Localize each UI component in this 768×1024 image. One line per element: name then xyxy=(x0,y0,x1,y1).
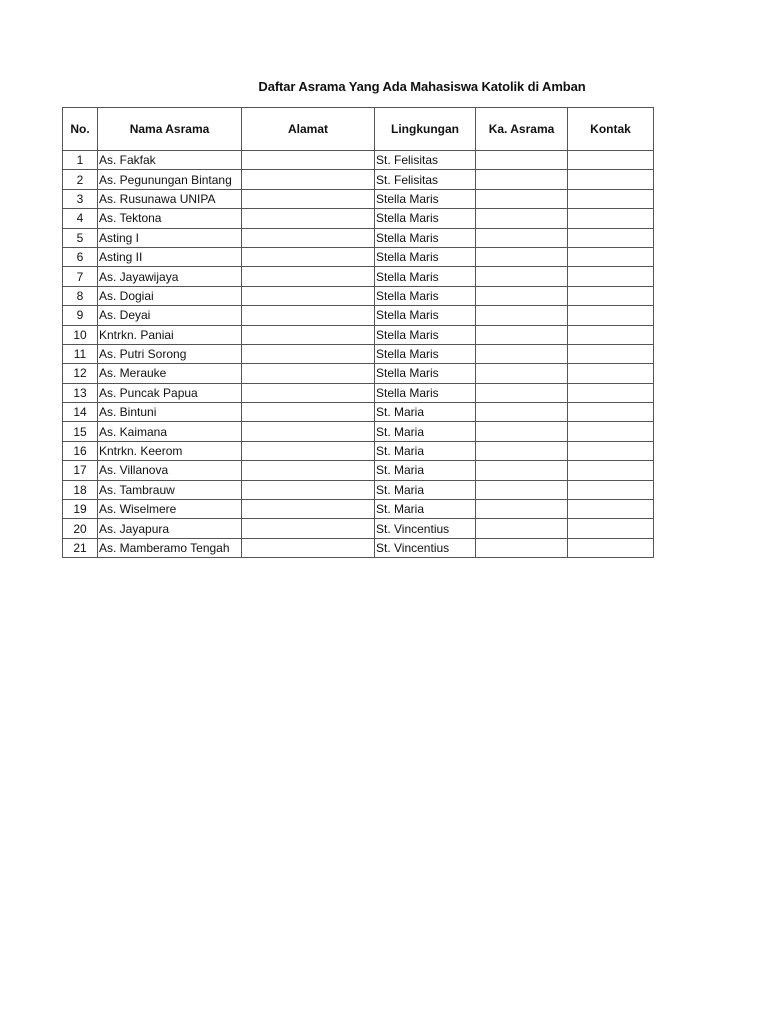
cell-alamat xyxy=(242,325,375,344)
cell-kontak xyxy=(568,441,654,460)
cell-alamat xyxy=(242,441,375,460)
cell-ka-asrama xyxy=(476,306,568,325)
table-row xyxy=(63,519,654,538)
page-title: Daftar Asrama Yang Ada Mahasiswa Katolik di Amban xyxy=(258,79,586,94)
cell-ka-asrama xyxy=(476,461,568,480)
cell-alamat xyxy=(242,306,375,325)
cell-kontak xyxy=(568,383,654,402)
cell-no: 15 xyxy=(63,422,98,441)
cell-kontak xyxy=(568,422,654,441)
cell-ka-asrama xyxy=(476,267,568,286)
table-row xyxy=(63,344,654,363)
cell-nama-asrama: Asting I xyxy=(98,228,242,247)
cell-no: 19 xyxy=(63,500,98,519)
cell-nama-asrama: As. Bintuni xyxy=(98,403,242,422)
cell-nama-asrama: As. Tektona xyxy=(98,209,242,228)
cell-no: 3 xyxy=(63,189,98,208)
cell-ka-asrama xyxy=(476,480,568,499)
cell-alamat xyxy=(242,480,375,499)
header-alamat: Alamat xyxy=(242,108,375,151)
cell-kontak xyxy=(568,247,654,266)
cell-no: 10 xyxy=(63,325,98,344)
cell-ka-asrama xyxy=(476,286,568,305)
cell-kontak xyxy=(568,228,654,247)
cell-ka-asrama xyxy=(476,189,568,208)
cell-nama-asrama: Kntrkn. Paniai xyxy=(98,325,242,344)
cell-no: 7 xyxy=(63,267,98,286)
cell-nama-asrama: As. Pegunungan Bintang xyxy=(98,170,242,189)
cell-alamat xyxy=(242,461,375,480)
cell-no: 9 xyxy=(63,306,98,325)
table-row xyxy=(63,228,654,247)
cell-nama-asrama: As. Fakfak xyxy=(98,151,242,170)
table-row xyxy=(63,325,654,344)
cell-ka-asrama xyxy=(476,344,568,363)
table-row xyxy=(63,170,654,189)
cell-ka-asrama xyxy=(476,403,568,422)
header-lingkungan: Lingkungan xyxy=(375,108,476,151)
table-row xyxy=(63,364,654,383)
cell-kontak xyxy=(568,538,654,557)
cell-alamat xyxy=(242,286,375,305)
cell-lingkungan: St. Maria xyxy=(375,480,476,499)
cell-nama-asrama: As. Dogiai xyxy=(98,286,242,305)
table-row xyxy=(63,538,654,557)
cell-ka-asrama xyxy=(476,422,568,441)
cell-alamat xyxy=(242,247,375,266)
cell-no: 8 xyxy=(63,286,98,305)
cell-alamat xyxy=(242,383,375,402)
cell-lingkungan: Stella Maris xyxy=(375,364,476,383)
cell-nama-asrama: As. Rusunawa UNIPA xyxy=(98,189,242,208)
cell-no: 11 xyxy=(63,344,98,363)
cell-nama-asrama: As. Putri Sorong xyxy=(98,344,242,363)
cell-nama-asrama: As. Tambrauw xyxy=(98,480,242,499)
cell-nama-asrama: Asting II xyxy=(98,247,242,266)
header-kontak: Kontak xyxy=(568,108,654,151)
cell-lingkungan: St. Maria xyxy=(375,441,476,460)
cell-kontak xyxy=(568,267,654,286)
cell-alamat xyxy=(242,267,375,286)
table-row xyxy=(63,383,654,402)
cell-no: 17 xyxy=(63,461,98,480)
cell-nama-asrama: As. Mamberamo Tengah xyxy=(98,538,242,557)
cell-lingkungan: Stella Maris xyxy=(375,189,476,208)
table-row xyxy=(63,422,654,441)
cell-ka-asrama xyxy=(476,325,568,344)
cell-lingkungan: St. Vincentius xyxy=(375,538,476,557)
cell-no: 21 xyxy=(63,538,98,557)
dormitory-table xyxy=(62,107,654,558)
cell-no: 16 xyxy=(63,441,98,460)
cell-kontak xyxy=(568,519,654,538)
table-row xyxy=(63,480,654,499)
table-row xyxy=(63,403,654,422)
cell-no: 2 xyxy=(63,170,98,189)
table-row xyxy=(63,267,654,286)
cell-nama-asrama: Kntrkn. Keerom xyxy=(98,441,242,460)
cell-ka-asrama xyxy=(476,151,568,170)
cell-ka-asrama xyxy=(476,383,568,402)
cell-kontak xyxy=(568,306,654,325)
cell-kontak xyxy=(568,364,654,383)
cell-no: 1 xyxy=(63,151,98,170)
cell-kontak xyxy=(568,325,654,344)
cell-lingkungan: St. Felisitas xyxy=(375,151,476,170)
cell-ka-asrama xyxy=(476,441,568,460)
table-row xyxy=(63,209,654,228)
cell-lingkungan: St. Maria xyxy=(375,422,476,441)
cell-ka-asrama xyxy=(476,538,568,557)
cell-ka-asrama xyxy=(476,364,568,383)
cell-lingkungan: Stella Maris xyxy=(375,286,476,305)
header-nama-asrama: Nama Asrama xyxy=(98,108,242,151)
cell-lingkungan: Stella Maris xyxy=(375,228,476,247)
cell-alamat xyxy=(242,151,375,170)
cell-lingkungan: Stella Maris xyxy=(375,209,476,228)
cell-alamat xyxy=(242,170,375,189)
table-row xyxy=(63,500,654,519)
cell-kontak xyxy=(568,480,654,499)
cell-lingkungan: Stella Maris xyxy=(375,325,476,344)
header-ka-asrama: Ka. Asrama xyxy=(476,108,568,151)
cell-nama-asrama: As. Kaimana xyxy=(98,422,242,441)
cell-alamat xyxy=(242,344,375,363)
cell-kontak xyxy=(568,286,654,305)
table-row xyxy=(63,189,654,208)
cell-alamat xyxy=(242,519,375,538)
cell-nama-asrama: As. Villanova xyxy=(98,461,242,480)
cell-lingkungan: Stella Maris xyxy=(375,247,476,266)
cell-kontak xyxy=(568,151,654,170)
cell-kontak xyxy=(568,344,654,363)
cell-no: 14 xyxy=(63,403,98,422)
table-row xyxy=(63,306,654,325)
table-row xyxy=(63,247,654,266)
cell-lingkungan: St. Vincentius xyxy=(375,519,476,538)
cell-lingkungan: St. Felisitas xyxy=(375,170,476,189)
cell-nama-asrama: As. Merauke xyxy=(98,364,242,383)
table-row xyxy=(63,441,654,460)
cell-lingkungan: St. Maria xyxy=(375,500,476,519)
cell-nama-asrama: As. Jayawijaya xyxy=(98,267,242,286)
cell-no: 6 xyxy=(63,247,98,266)
cell-alamat xyxy=(242,538,375,557)
cell-ka-asrama xyxy=(476,519,568,538)
cell-nama-asrama: As. Deyai xyxy=(98,306,242,325)
cell-nama-asrama: As. Puncak Papua xyxy=(98,383,242,402)
cell-ka-asrama xyxy=(476,500,568,519)
cell-no: 12 xyxy=(63,364,98,383)
cell-kontak xyxy=(568,403,654,422)
cell-no: 20 xyxy=(63,519,98,538)
cell-nama-asrama: As. Jayapura xyxy=(98,519,242,538)
cell-alamat xyxy=(242,422,375,441)
table-row xyxy=(63,286,654,305)
cell-no: 13 xyxy=(63,383,98,402)
table-row xyxy=(63,461,654,480)
cell-alamat xyxy=(242,228,375,247)
cell-alamat xyxy=(242,209,375,228)
cell-kontak xyxy=(568,189,654,208)
table-row xyxy=(63,151,654,170)
cell-lingkungan: Stella Maris xyxy=(375,383,476,402)
cell-kontak xyxy=(568,170,654,189)
cell-no: 5 xyxy=(63,228,98,247)
cell-lingkungan: Stella Maris xyxy=(375,267,476,286)
cell-lingkungan: Stella Maris xyxy=(375,306,476,325)
cell-no: 18 xyxy=(63,480,98,499)
cell-alamat xyxy=(242,403,375,422)
cell-ka-asrama xyxy=(476,170,568,189)
cell-alamat xyxy=(242,189,375,208)
header-no: No. xyxy=(63,108,98,151)
cell-kontak xyxy=(568,500,654,519)
cell-ka-asrama xyxy=(476,228,568,247)
cell-ka-asrama xyxy=(476,209,568,228)
cell-no: 4 xyxy=(63,209,98,228)
table-body xyxy=(63,151,654,558)
table-header-row xyxy=(63,108,654,151)
cell-lingkungan: St. Maria xyxy=(375,403,476,422)
cell-alamat xyxy=(242,500,375,519)
cell-ka-asrama xyxy=(476,247,568,266)
cell-alamat xyxy=(242,364,375,383)
cell-lingkungan: St. Maria xyxy=(375,461,476,480)
cell-lingkungan: Stella Maris xyxy=(375,344,476,363)
cell-kontak xyxy=(568,209,654,228)
cell-nama-asrama: As. Wiselmere xyxy=(98,500,242,519)
cell-kontak xyxy=(568,461,654,480)
